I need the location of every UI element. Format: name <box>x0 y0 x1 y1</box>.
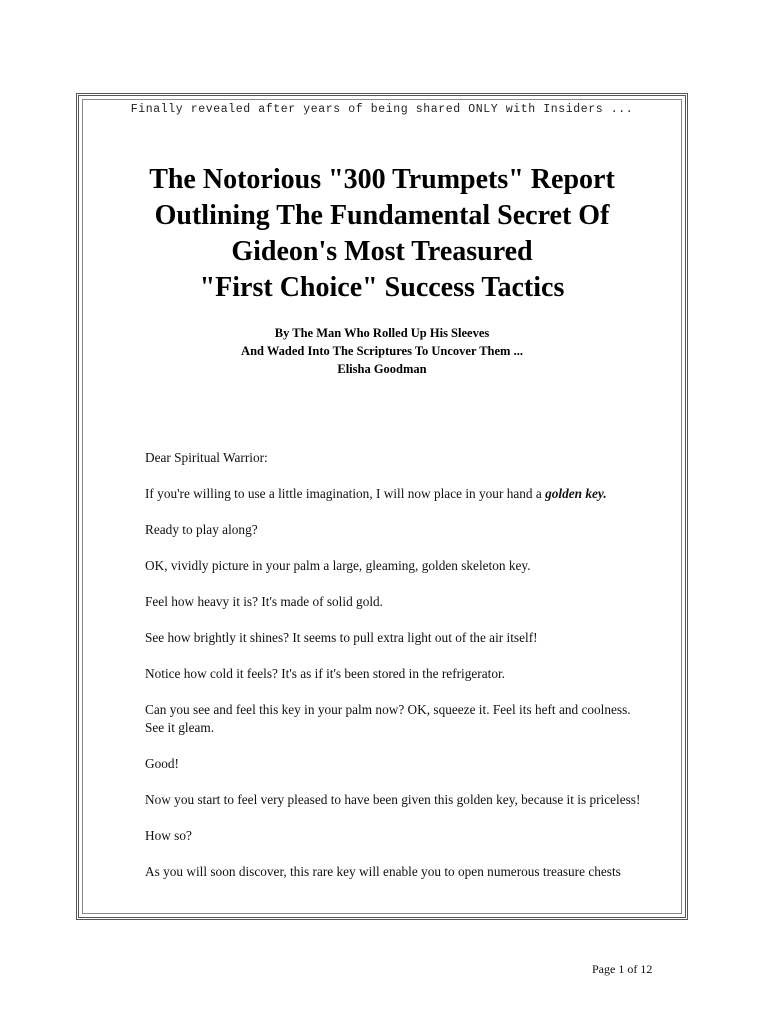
paragraph: OK, vividly picture in your palm a large, gleaming, golden skeleton key. <box>145 558 531 573</box>
report-title <box>79 162 685 306</box>
paragraph <box>113 485 679 503</box>
byline-line: And Waded Into The Scriptures To Uncover Them ... <box>241 344 523 358</box>
page-number: Page 1 of 12 <box>592 962 653 976</box>
paragraph: As you will soon discover, this rare key will enable you to open numerous treasure chests <box>145 864 621 879</box>
report-frame <box>76 93 688 920</box>
paragraph: Now you start to feel very pleased to have been given this golden key, because it is priceless! <box>145 792 641 807</box>
paragraph: Can you see and feel this key in your palm now? OK, squeeze it. Feel its heft and coolness. <box>145 702 631 717</box>
paragraph-text: If you're willing to use a little imagination, I will now place in your hand a <box>145 486 546 501</box>
paragraph: See how brightly it shines? It seems to pull extra light out of the air itself! <box>145 630 538 645</box>
byline-line: By The Man Who Rolled Up His Sleeves <box>274 326 490 340</box>
paragraph: Good! <box>145 756 179 771</box>
title-line: "First Choice" Success Tactics <box>199 272 565 303</box>
paragraph: See it gleam. <box>145 720 215 735</box>
author-byline <box>79 324 685 378</box>
paragraph: How so? <box>145 828 192 843</box>
greeting: Dear Spiritual Warrior: <box>145 450 268 465</box>
paragraph: Notice how cold it feels? It's as if it's been stored in the refrigerator. <box>145 666 505 681</box>
letter-body <box>113 449 679 899</box>
teaser-line: Finally revealed after years of being shared ONLY with Insiders ... <box>130 103 634 116</box>
title-line: The Notorious "300 Trumpets" Report <box>149 164 615 195</box>
paragraph: Feel how heavy it is? It's made of solid gold. <box>145 594 384 609</box>
title-line: Gideon's Most Treasured <box>231 236 533 267</box>
paragraph: Ready to play along? <box>145 522 258 537</box>
author-name: Elisha Goodman <box>337 362 427 376</box>
title-line: Outlining The Fundamental Secret Of <box>154 200 610 231</box>
golden-key-emphasis: golden key. <box>545 486 607 501</box>
